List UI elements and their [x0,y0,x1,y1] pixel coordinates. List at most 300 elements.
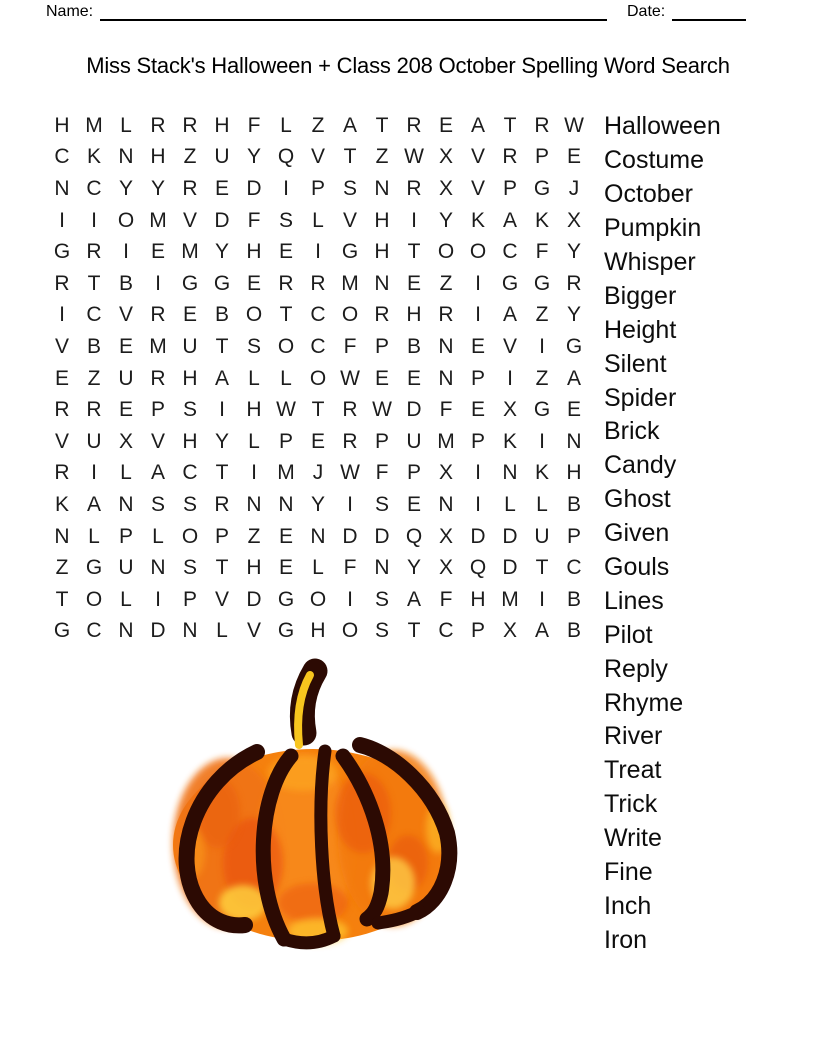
grid-letter: E [310,429,325,453]
grid-letter: Q [277,145,295,169]
grid-letter: W [276,398,296,422]
grid-letter: M [437,429,455,453]
grid-letter: R [150,113,166,137]
grid-letter: N [566,429,582,453]
grid-letter: N [438,366,454,390]
grid-letter: S [342,176,357,200]
grid-letter: V [246,619,261,643]
grid-letter: V [54,334,69,358]
grid-letter: L [536,492,548,516]
grid-letter: F [439,398,453,422]
grid-letter: W [372,398,392,422]
grid-letter: D [342,524,358,548]
grid-letter: R [342,398,358,422]
grid-letter: U [118,366,134,390]
grid-letter: I [347,492,353,516]
word-list-item: Trick [604,790,658,819]
grid-letter: E [278,524,293,548]
grid-letter: N [374,556,390,580]
grid-letter: R [406,113,422,137]
grid-letter: G [533,271,551,295]
grid-letter: K [534,208,549,232]
date-field [627,3,746,21]
grid-letter: F [247,113,261,137]
grid-letter: M [181,240,199,264]
grid-letter: M [341,271,359,295]
grid-letter: H [246,556,262,580]
grid-letter: B [86,334,101,358]
grid-letter: I [91,461,97,485]
grid-letter: Z [439,271,453,295]
word-list-item: Costume [604,146,705,175]
grid-letter: W [340,461,360,485]
grid-letter: N [150,556,166,580]
word-list-item: Candy [604,451,677,480]
grid-letter: L [312,556,324,580]
grid-letter: F [535,240,549,264]
grid-letter: G [85,556,103,580]
word-list-item: October [604,180,693,209]
grid-letter: Q [405,524,423,548]
grid-letter: X [438,145,453,169]
grid-letter: R [182,176,198,200]
grid-letter: R [150,303,166,327]
grid-letter: N [374,176,390,200]
grid-letter: V [118,303,133,327]
grid-letter: C [502,240,518,264]
word-list-item: Whisper [604,248,696,276]
grid-letter: G [341,240,359,264]
grid-letter: S [182,492,197,516]
grid-letter: K [534,461,549,485]
word-list-item: Spider [604,383,677,412]
grid-letter: P [406,461,421,485]
grid-letter: N [54,176,70,200]
grid-letter: Z [55,556,69,580]
grid-letter: N [438,492,454,516]
grid-letter: L [120,587,132,611]
grid-letter: C [54,145,70,169]
grid-letter: X [438,461,453,485]
pumpkin-icon [153,653,465,965]
grid-letter: I [507,366,513,390]
word-list-item: Pilot [604,620,653,649]
grid-letter: K [470,208,485,232]
grid-letter: A [406,587,421,611]
grid-letter: I [59,303,65,327]
grid-letter: X [502,398,517,422]
name-label: Name: [46,3,94,20]
grid-letter: M [149,334,167,358]
grid-letter: O [181,524,199,548]
grid-letter: X [438,524,453,548]
grid-letter: P [374,429,389,453]
grid-letter: R [374,303,390,327]
grid-letter: I [411,208,417,232]
grid-letter: Y [406,556,421,580]
grid-letter: V [502,334,517,358]
grid-letter: R [406,176,422,200]
grid-letter: R [566,271,582,295]
grid-letter: H [310,619,326,643]
grid-letter: F [343,334,357,358]
grid-letter: A [502,303,517,327]
grid-letter: B [566,587,581,611]
grid-letter: N [118,492,134,516]
grid-letter: P [278,429,293,453]
grid-letter: O [341,619,359,643]
letter-grid [46,110,590,647]
grid-letter: T [87,271,101,295]
grid-letter: O [277,334,295,358]
grid-letter: M [501,587,519,611]
grid-letter: D [406,398,422,422]
grid-letter: I [59,208,65,232]
grid-letter: B [118,271,133,295]
grid-letter: X [118,429,133,453]
grid-letter: I [539,334,545,358]
grid-letter: N [310,524,326,548]
grid-letter: I [315,240,321,264]
grid-letter: R [438,303,454,327]
grid-letter: G [213,271,231,295]
grid-letter: Z [535,366,549,390]
grid-letter: T [375,113,389,137]
grid-letter: P [470,429,485,453]
grid-letter: H [182,366,198,390]
date-blank-line[interactable] [672,3,746,21]
grid-letter: I [539,429,545,453]
grid-letter: Y [214,240,229,264]
grid-letter: N [438,334,454,358]
grid-letter: T [535,556,549,580]
word-list-item: Pumpkin [604,214,702,243]
grid-letter: R [310,271,326,295]
grid-letter: C [566,556,582,580]
grid-letter: Z [311,113,325,137]
grid-letter: I [475,492,481,516]
grid-letter: W [564,113,584,137]
grid-letter: S [150,492,165,516]
grid-letter: G [53,240,71,264]
grid-letter: S [246,334,261,358]
grid-letter: H [406,303,422,327]
grid-letter: L [312,208,324,232]
grid-letter: Y [310,492,325,516]
grid-letter: G [501,271,519,295]
grid-letter: K [502,429,517,453]
grid-letter: T [215,556,229,580]
grid-letter: W [340,366,360,390]
grid-letter: G [565,334,583,358]
grid-letter: V [214,587,229,611]
grid-letter: V [470,145,485,169]
grid-letter: I [475,461,481,485]
grid-letter: L [120,461,132,485]
grid-letter: I [219,398,225,422]
grid-letter: V [182,208,197,232]
grid-letter: D [246,587,262,611]
grid-letter: C [310,303,326,327]
grid-letter: J [312,461,324,485]
grid-letter: R [86,240,102,264]
word-list-item: Fine [604,858,653,887]
name-field [46,3,607,21]
grid-letter: I [91,208,97,232]
grid-letter: U [118,556,134,580]
grid-letter: Y [214,429,229,453]
grid-letter: I [155,587,161,611]
grid-letter: F [247,208,261,232]
grid-letter: D [470,524,486,548]
word-list-item: Lines [604,586,664,615]
grid-letter: R [54,271,70,295]
grid-letter: Y [118,176,133,200]
grid-letter: E [470,398,485,422]
grid-letter: G [181,271,199,295]
grid-letter: H [150,145,166,169]
grid-letter: H [374,208,390,232]
grid-letter: M [277,461,295,485]
grid-letter: I [347,587,353,611]
grid-letter: V [150,429,165,453]
grid-letter: W [404,145,424,169]
grid-letter: L [152,524,164,548]
grid-letter: R [54,461,70,485]
grid-letter: O [437,240,455,264]
grid-letter: M [85,113,103,137]
grid-letter: R [214,492,230,516]
grid-letter: D [246,176,262,200]
grid-letter: E [566,398,581,422]
grid-letter: Y [566,303,581,327]
grid-letter: E [278,240,293,264]
pumpkin-illustration [153,653,465,965]
grid-letter: E [406,492,421,516]
grid-letter: M [149,208,167,232]
grid-letter: D [214,208,230,232]
word-list-item: Height [604,315,677,344]
grid-letter: Y [150,176,165,200]
grid-letter: C [86,176,102,200]
grid-letter: E [150,240,165,264]
grid-letter: Z [183,145,197,169]
grid-letter: A [534,619,549,643]
grid-letter: T [215,334,229,358]
grid-letter: T [407,240,421,264]
grid-letter: S [374,587,389,611]
grid-letter: Z [375,145,389,169]
grid-letter: G [533,398,551,422]
grid-letter: H [54,113,70,137]
word-list-item: Write [604,824,662,853]
word-list-item: Treat [604,756,662,785]
grid-letter: D [150,619,166,643]
grid-letter: C [182,461,198,485]
grid-letter: G [533,176,551,200]
grid-letter: N [118,619,134,643]
word-list [604,110,721,957]
grid-letter: T [55,587,69,611]
grid-letter: I [475,303,481,327]
word-list-item: Reply [604,654,668,683]
grid-letter: A [86,492,101,516]
grid-letter: U [406,429,422,453]
grid-letter: E [278,556,293,580]
grid-letter: T [215,461,229,485]
grid-letter: F [375,461,389,485]
word-list-item: Brick [604,417,660,446]
grid-letter: S [374,492,389,516]
grid-letter: B [566,619,581,643]
grid-letter: E [54,366,69,390]
grid-letter: Z [535,303,549,327]
grid-letter: L [504,492,516,516]
grid-letter: Q [469,556,487,580]
grid-letter: C [86,303,102,327]
grid-letter: D [374,524,390,548]
grid-letter: E [214,176,229,200]
grid-letter: U [86,429,102,453]
grid-letter: X [566,208,581,232]
grid-letter: N [246,492,262,516]
grid-letter: L [280,366,292,390]
grid-letter: P [534,145,549,169]
grid-letter: F [343,556,357,580]
grid-letter: A [470,113,485,137]
grid-letter: E [118,398,133,422]
grid-letter: C [438,619,454,643]
grid-letter: P [214,524,229,548]
grid-letter: T [279,303,293,327]
grid-letter: I [251,461,257,485]
grid-letter: R [278,271,294,295]
grid-letter: P [374,334,389,358]
grid-letter: Z [247,524,261,548]
grid-letter: P [118,524,133,548]
grid-letter: P [502,176,517,200]
grid-letter: P [150,398,165,422]
grid-letter: N [374,271,390,295]
grid-letter: B [566,492,581,516]
grid-letter: G [53,619,71,643]
grid-letter: N [54,524,70,548]
grid-letter: C [310,334,326,358]
grid-letter: E [406,366,421,390]
grid-letter: S [374,619,389,643]
grid-letter: A [214,366,229,390]
grid-letter: L [248,366,260,390]
grid-letter: S [278,208,293,232]
grid-letter: J [568,176,580,200]
grid-letter: C [86,619,102,643]
grid-letter: H [566,461,582,485]
grid-letter: Z [87,366,101,390]
grid-letter: H [374,240,390,264]
grid-letter: I [539,587,545,611]
grid-letter: U [182,334,198,358]
name-blank-line[interactable] [100,3,607,21]
grid-letter: P [310,176,325,200]
grid-letter: T [343,145,357,169]
grid-letter: K [54,492,69,516]
grid-letter: P [470,619,485,643]
grid-letter: T [311,398,325,422]
grid-letter: Y [246,145,261,169]
grid-letter: B [406,334,421,358]
word-list-item: Halloween [604,112,721,141]
word-list-item: Gouls [604,553,670,582]
grid-letter: E [182,303,197,327]
grid-letter: G [277,587,295,611]
grid-letter: E [118,334,133,358]
grid-letter: H [182,429,198,453]
grid-letter: B [214,303,229,327]
grid-letter: A [566,366,581,390]
grid-letter: T [503,113,517,137]
grid-letter: R [86,398,102,422]
grid-letter: R [150,366,166,390]
grid-letter: U [534,524,550,548]
grid-letter: Y [438,208,453,232]
grid-letter: T [407,619,421,643]
grid-letter: Y [566,240,581,264]
grid-letter: L [248,429,260,453]
worksheet-title: Miss Stack's Halloween + Class 208 October Spelling Word Search [86,53,730,78]
grid-letter: O [309,587,327,611]
grid-letter: O [341,303,359,327]
grid-letter: H [246,398,262,422]
grid-letter: L [216,619,228,643]
grid-letter: G [277,619,295,643]
grid-letter: N [502,461,518,485]
grid-letter: S [182,398,197,422]
grid-letter: E [470,334,485,358]
grid-letter: V [54,429,69,453]
grid-letter: H [214,113,230,137]
grid-letter: F [439,587,453,611]
grid-letter: D [502,556,518,580]
grid-letter: K [86,145,101,169]
word-list-item: Bigger [604,281,677,310]
grid-letter: S [182,556,197,580]
word-list-item: River [604,722,663,751]
grid-letter: V [342,208,357,232]
grid-letter: E [566,145,581,169]
grid-letter: R [502,145,518,169]
grid-letter: O [117,208,135,232]
grid-letter: E [438,113,453,137]
grid-letter: U [214,145,230,169]
word-list-item: Silent [604,349,667,378]
grid-letter: L [120,113,132,137]
grid-letter: O [85,587,103,611]
grid-letter: P [470,366,485,390]
grid-letter: A [150,461,165,485]
grid-letter: A [502,208,517,232]
grid-letter: N [118,145,134,169]
grid-letter: R [182,113,198,137]
grid-letter: P [566,524,581,548]
grid-letter: N [278,492,294,516]
grid-letter: V [310,145,325,169]
grid-letter: A [342,113,357,137]
word-list-item: Rhyme [604,688,684,717]
word-list-item: Inch [604,891,652,920]
grid-letter: E [406,271,421,295]
grid-letter: I [475,271,481,295]
grid-letter: R [54,398,70,422]
